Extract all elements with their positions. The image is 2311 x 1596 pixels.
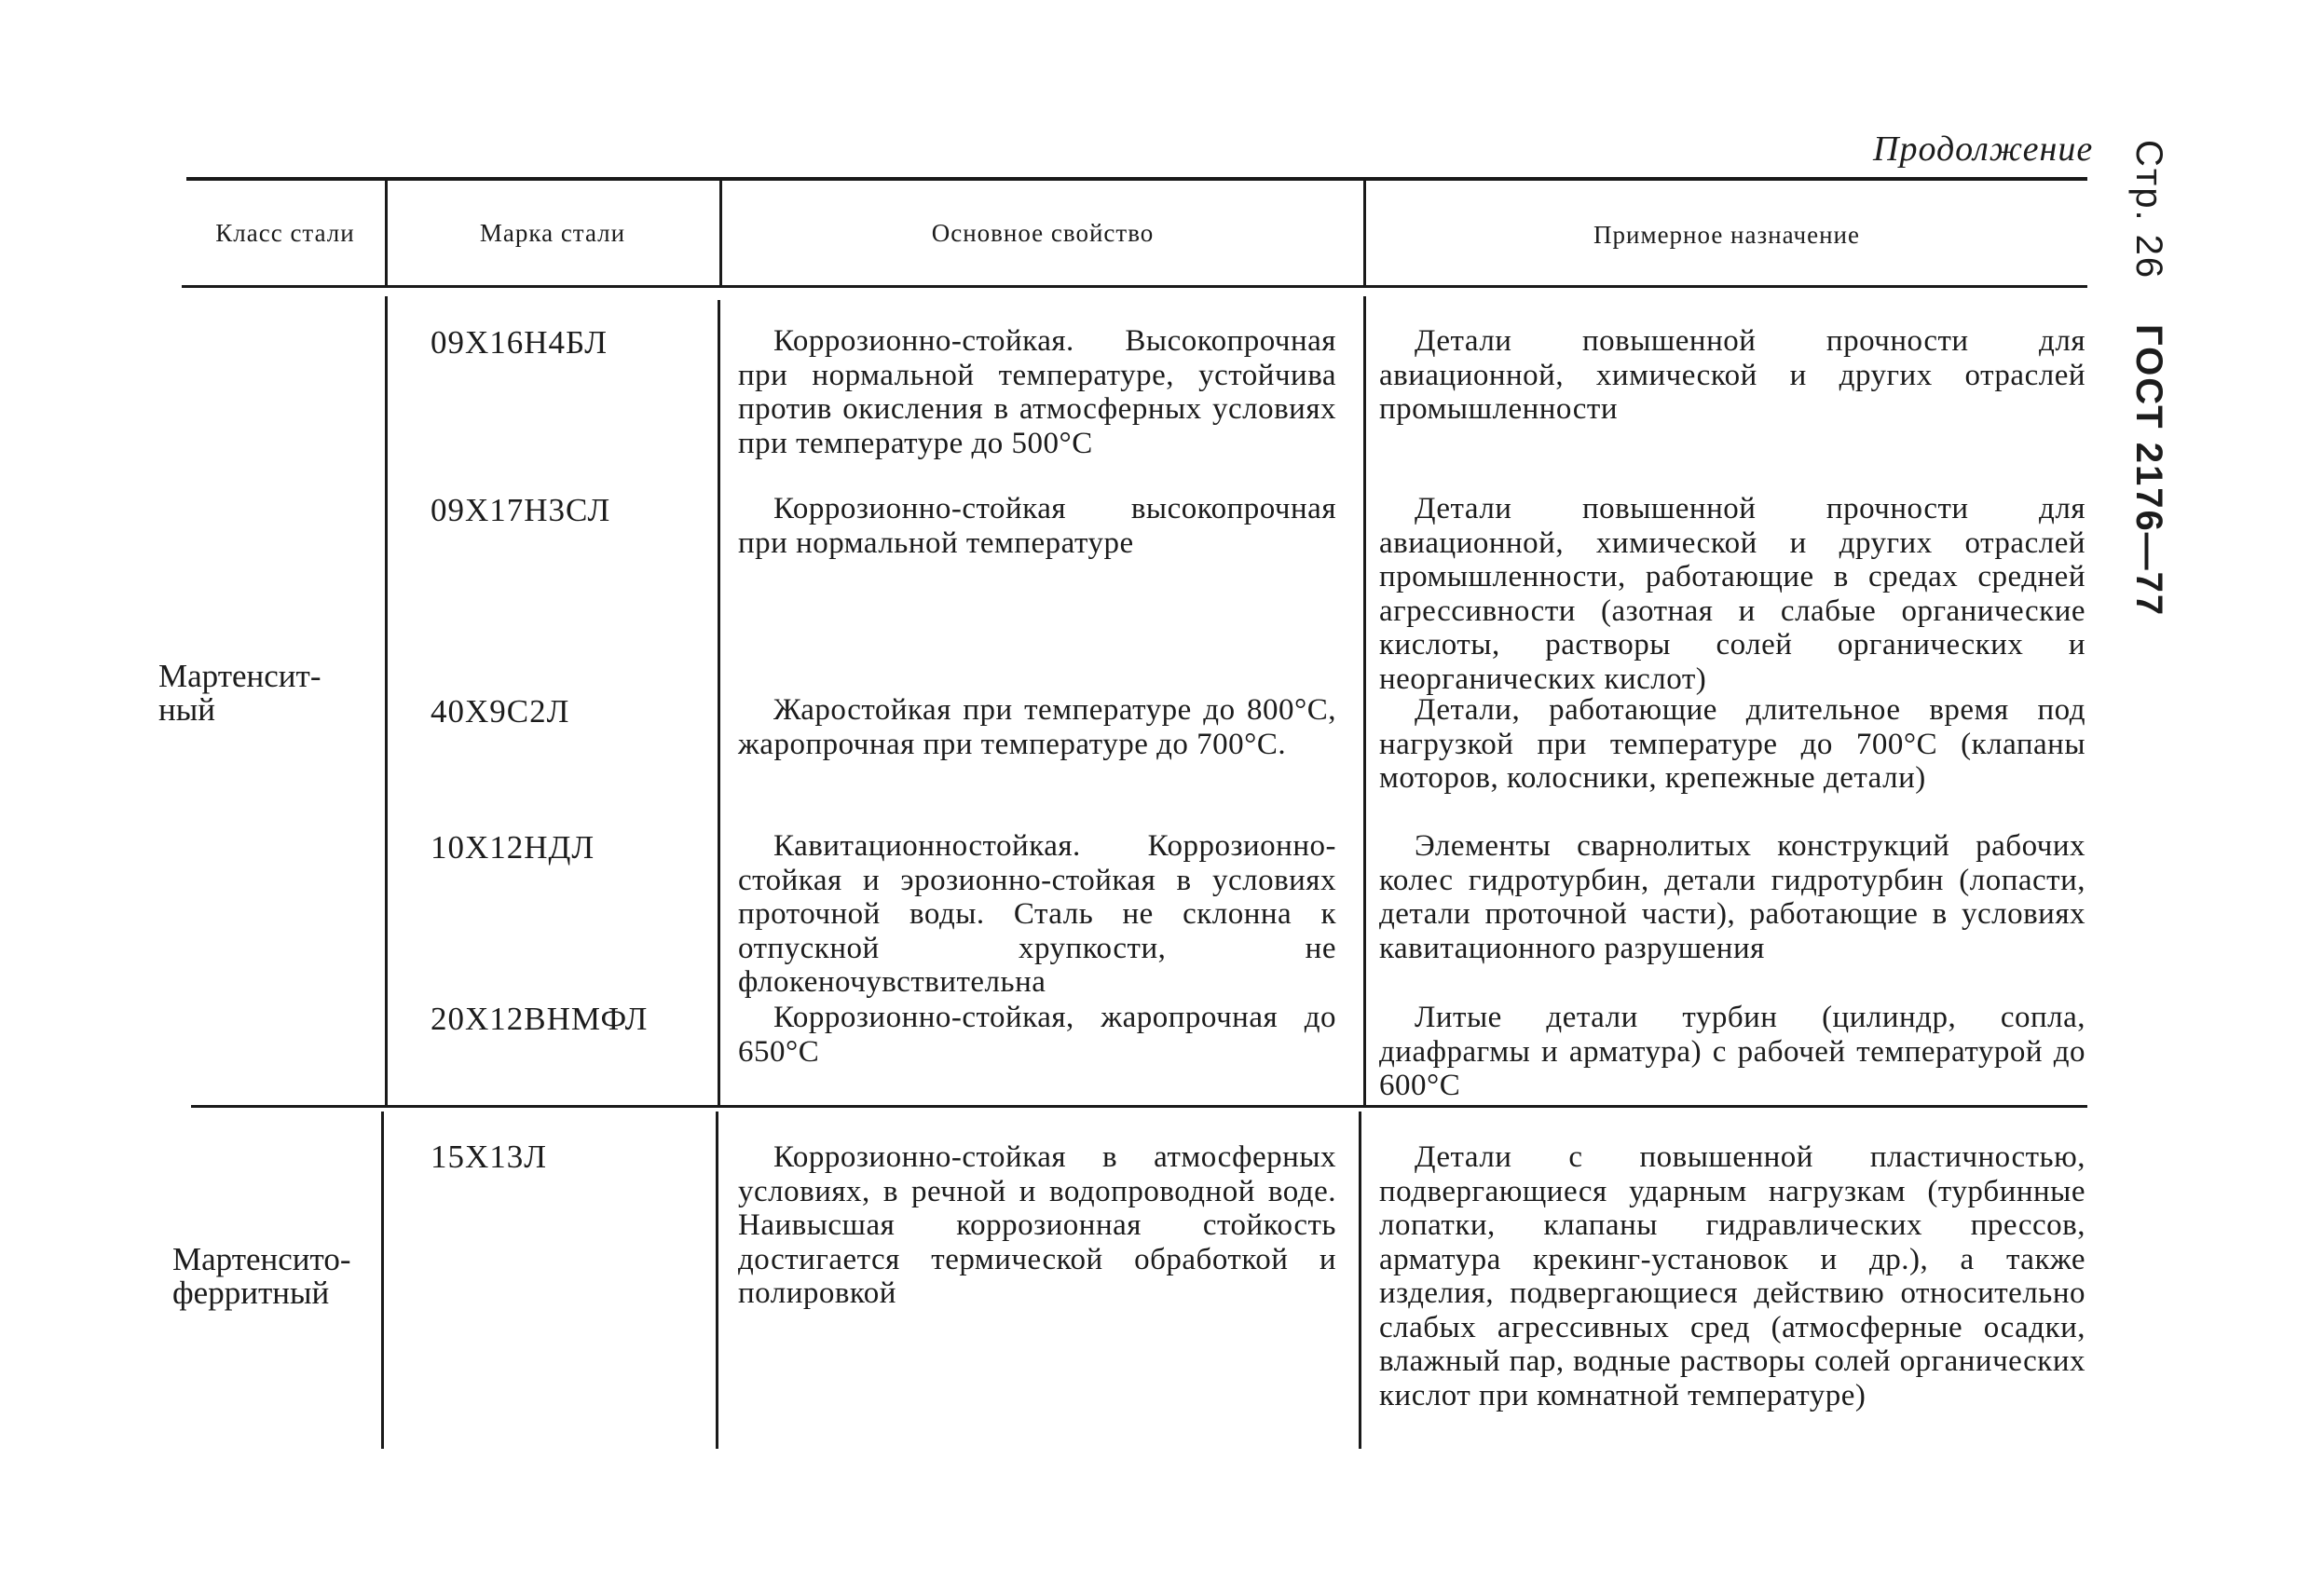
main-property: Коррозионно-стойкая. Высокопрочная при нормальной температуре, устойчива против окисления в атмосферных условиях при температуре до 500°С: [738, 324, 1336, 460]
continuation-label: Продолжение: [1873, 130, 2094, 169]
application: Детали, работающие длительное время под нагрузкой при температуре до 700°С (клапаны моторов, колосники, крепежные детали): [1379, 693, 2085, 795]
col-divider-2: [718, 300, 720, 1105]
page-margin-label: [2126, 140, 2171, 617]
header-application: Примерное назначение: [1593, 221, 1860, 249]
col-divider-3: [1363, 296, 1366, 1105]
application: Литые детали турбин (цилиндр, сопла, диафрагмы и арматура) с рабочей температурой до 600°С: [1379, 1001, 2085, 1102]
col-divider-2-lower: [716, 1112, 718, 1449]
col-divider-3-lower: [1359, 1112, 1361, 1449]
group-divider-rule: [191, 1105, 2087, 1108]
steel-grade: 09Х17Н3СЛ: [431, 492, 611, 528]
table-top-rule: [186, 177, 2087, 181]
header-main-property: Основное свойство: [931, 219, 1155, 247]
col-divider-1: [385, 296, 388, 1105]
steel-grade: 20Х12ВНМФЛ: [431, 1001, 649, 1037]
header-steel-grade: Марка стали: [479, 219, 626, 247]
main-property: Коррозионно-стойкая в атмосферных условиях, в речной и водопроводной воде. Наивысшая коррозионная стойкость достигается термической обработкой и полировкой: [738, 1140, 1336, 1310]
main-property: Коррозионно-стойкая высокопрочная при нормальной температуре: [738, 492, 1336, 560]
main-property: Жаростойкая при температуре до 800°С, жаропрочная при температуре до 700°С.: [738, 693, 1336, 761]
application: Элементы сварнолитых конструкций рабочих колес гидротурбин, детали гидротурбин (лопасти, детали проточной части), работающие в условиях кавитационного разрушения: [1379, 829, 2085, 965]
steel-grade: 09Х16Н4БЛ: [431, 324, 609, 361]
application: Детали повышенной прочности для авиационной, химической и других отраслей промышленности, работающие в средах средней агрессивности (азотная и слабые органические кислоты, растворы солей органических и неорганических кислот): [1379, 492, 2085, 696]
steel-grade: 10Х12НДЛ: [431, 829, 595, 866]
header-bottom-rule: [182, 285, 2087, 288]
steel-grade: 40Х9С2Л: [431, 693, 570, 730]
header-steel-class: Класс стали: [215, 219, 355, 247]
page-number: Стр. 26: [2128, 140, 2169, 280]
main-property: Кавитационностойкая. Коррозионно-стойкая и эрозионно-стойкая в условиях проточной воды. Сталь не склонна к отпускной хрупкости, не флокеночувствительна: [738, 829, 1336, 999]
application: Детали с повышенной пластичностью, подвергающиеся ударным нагрузкам (турбинные лопатки, клапаны гидравлических прессов, арматура крекинг-установок и др.), а также изделия, подвергающиеся действию относительно слабых агрессивных сред (атмосферные осадки, влажный пар, водные растворы солей органических кислот при комнатной температуре): [1379, 1140, 2085, 1412]
col-divider-1-lower: [381, 1112, 384, 1449]
steel-grade: 15Х13Л: [431, 1139, 548, 1175]
main-property: Коррозионно-стойкая, жаропрочная до 650°С: [738, 1001, 1336, 1069]
steel-class-martensitic-ferritic: Мартенсито- ферритный: [172, 1241, 351, 1311]
standard-number: ГОСТ 2176—77: [2128, 324, 2169, 618]
application: Детали повышенной прочности для авиационной, химической и других отраслей промышленности: [1379, 324, 2085, 426]
steel-class-martensitic: Мартенсит- ный: [158, 658, 321, 728]
